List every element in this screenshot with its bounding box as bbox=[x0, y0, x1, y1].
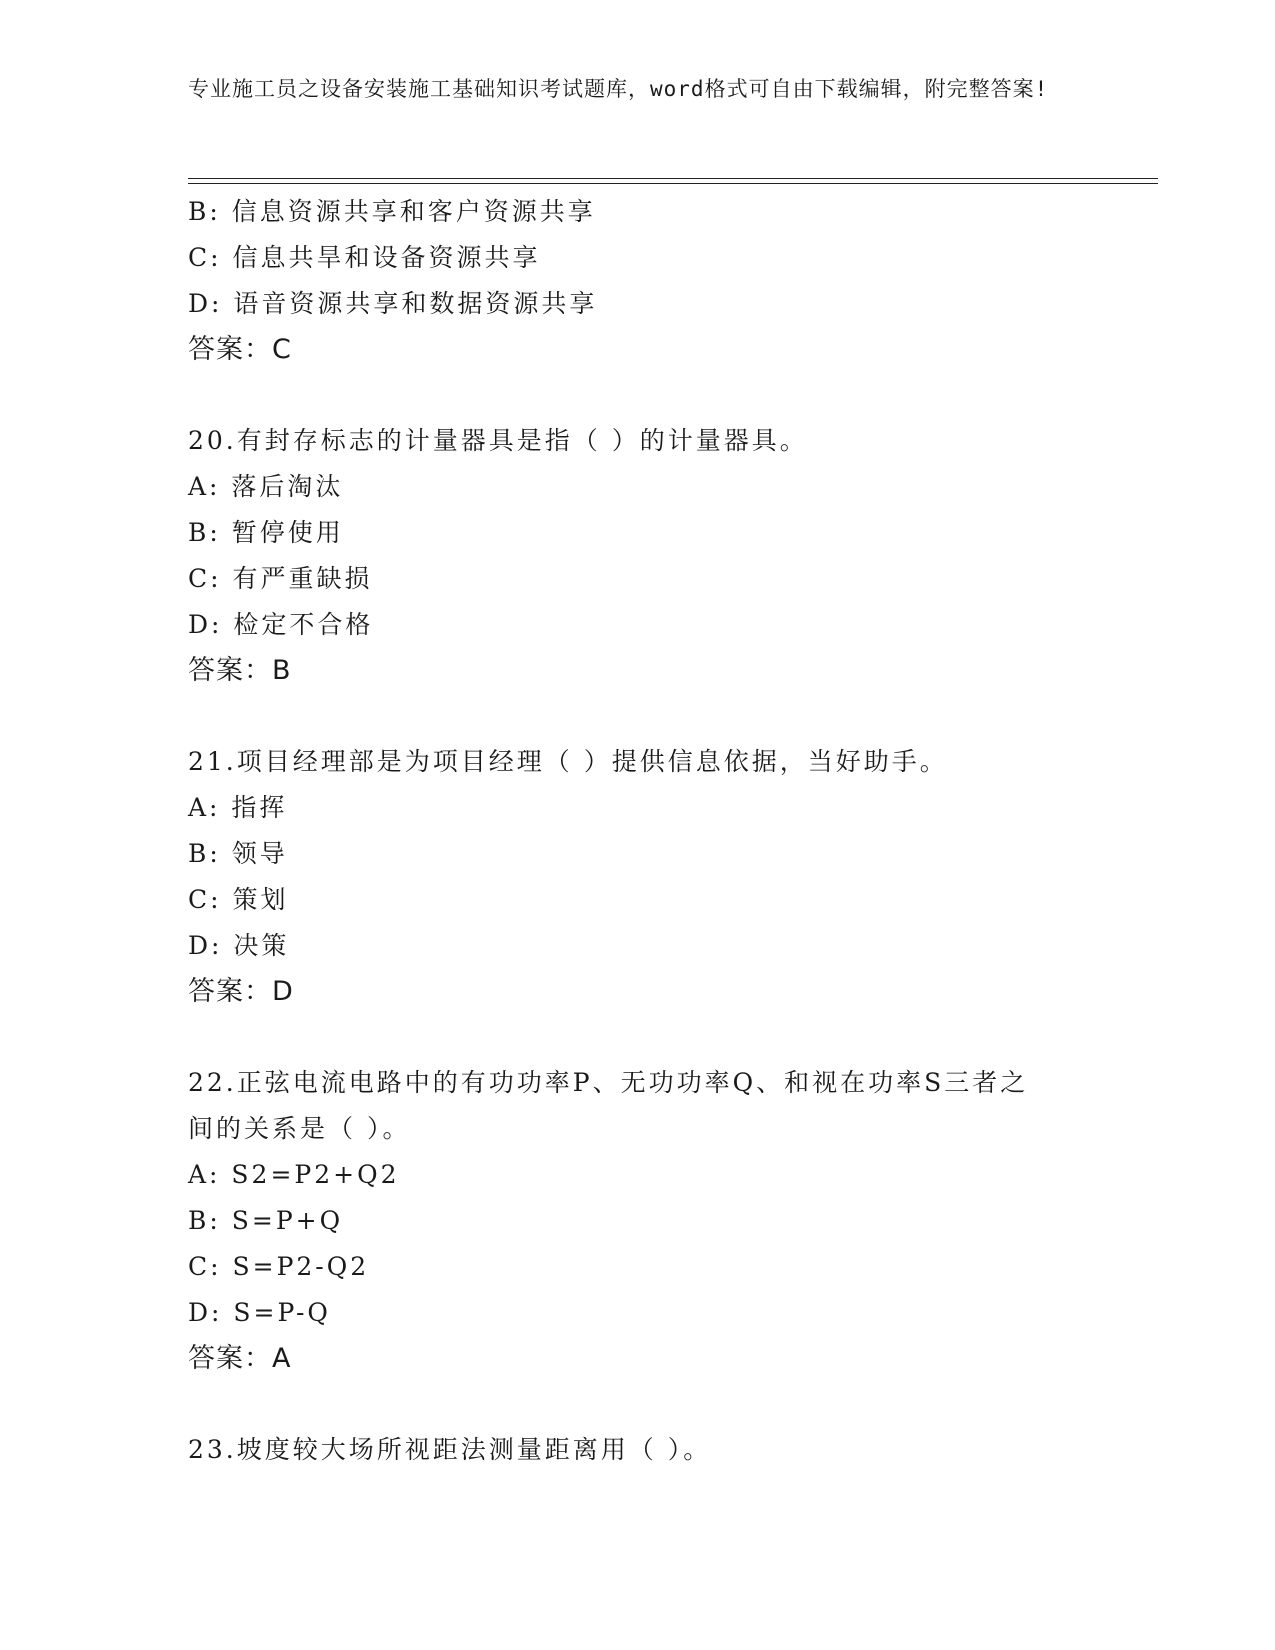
option-d: D: S=P-Q bbox=[188, 1298, 331, 1327]
option-a: A: S2=P2+Q2 bbox=[188, 1160, 400, 1189]
question-21 bbox=[188, 739, 1088, 1015]
question-text: 21.项目经理部是为项目经理（ ）提供信息依据，当好助手。 bbox=[188, 747, 948, 776]
question-20 bbox=[188, 418, 1088, 694]
option-d: D: 决策 bbox=[188, 931, 290, 960]
document-body bbox=[188, 189, 1088, 1473]
answer-line: 答案：D bbox=[188, 976, 294, 1007]
option-c: C: 策划 bbox=[188, 885, 289, 914]
question-23 bbox=[188, 1427, 1088, 1473]
question-text: 20.有封存标志的计量器具是指（ ）的计量器具。 bbox=[188, 426, 808, 455]
answer-line: 答案：B bbox=[188, 655, 292, 686]
partial-question bbox=[188, 189, 1088, 373]
header-rule-bottom bbox=[188, 183, 1158, 184]
option-d: D: 检定不合格 bbox=[188, 610, 374, 639]
option-c: C: S=P2-Q2 bbox=[188, 1252, 370, 1281]
option-a: A: 落后淘汰 bbox=[188, 472, 344, 501]
option-b: B: 暂停使用 bbox=[188, 518, 344, 547]
option-c: C: 有严重缺损 bbox=[188, 564, 373, 593]
option-c: C: 信息共旱和设备资源共享 bbox=[188, 243, 541, 272]
header-rule-top bbox=[188, 178, 1158, 179]
option-b: B: 信息资源共享和客户资源共享 bbox=[188, 197, 596, 226]
document-header: 专业施工员之设备安装施工基础知识考试题库，word格式可自由下载编辑，附完整答案! bbox=[188, 77, 1049, 101]
answer-line: 答案：A bbox=[188, 1343, 292, 1374]
question-text-continued: 间的关系是（ ）。 bbox=[188, 1114, 411, 1143]
option-d: D: 语音资源共享和数据资源共享 bbox=[188, 289, 598, 318]
answer-line: 答案：C bbox=[188, 334, 292, 365]
question-text: 22.正弦电流电路中的有功功率P、无功功率Q、和视在功率S三者之 bbox=[188, 1068, 1029, 1097]
question-22 bbox=[188, 1060, 1088, 1382]
question-text: 23.坡度较大场所视距法测量距离用（ ）。 bbox=[188, 1435, 712, 1464]
option-a: A: 指挥 bbox=[188, 793, 288, 822]
option-b: B: S=P+Q bbox=[188, 1206, 344, 1235]
option-b: B: 领导 bbox=[188, 839, 288, 868]
